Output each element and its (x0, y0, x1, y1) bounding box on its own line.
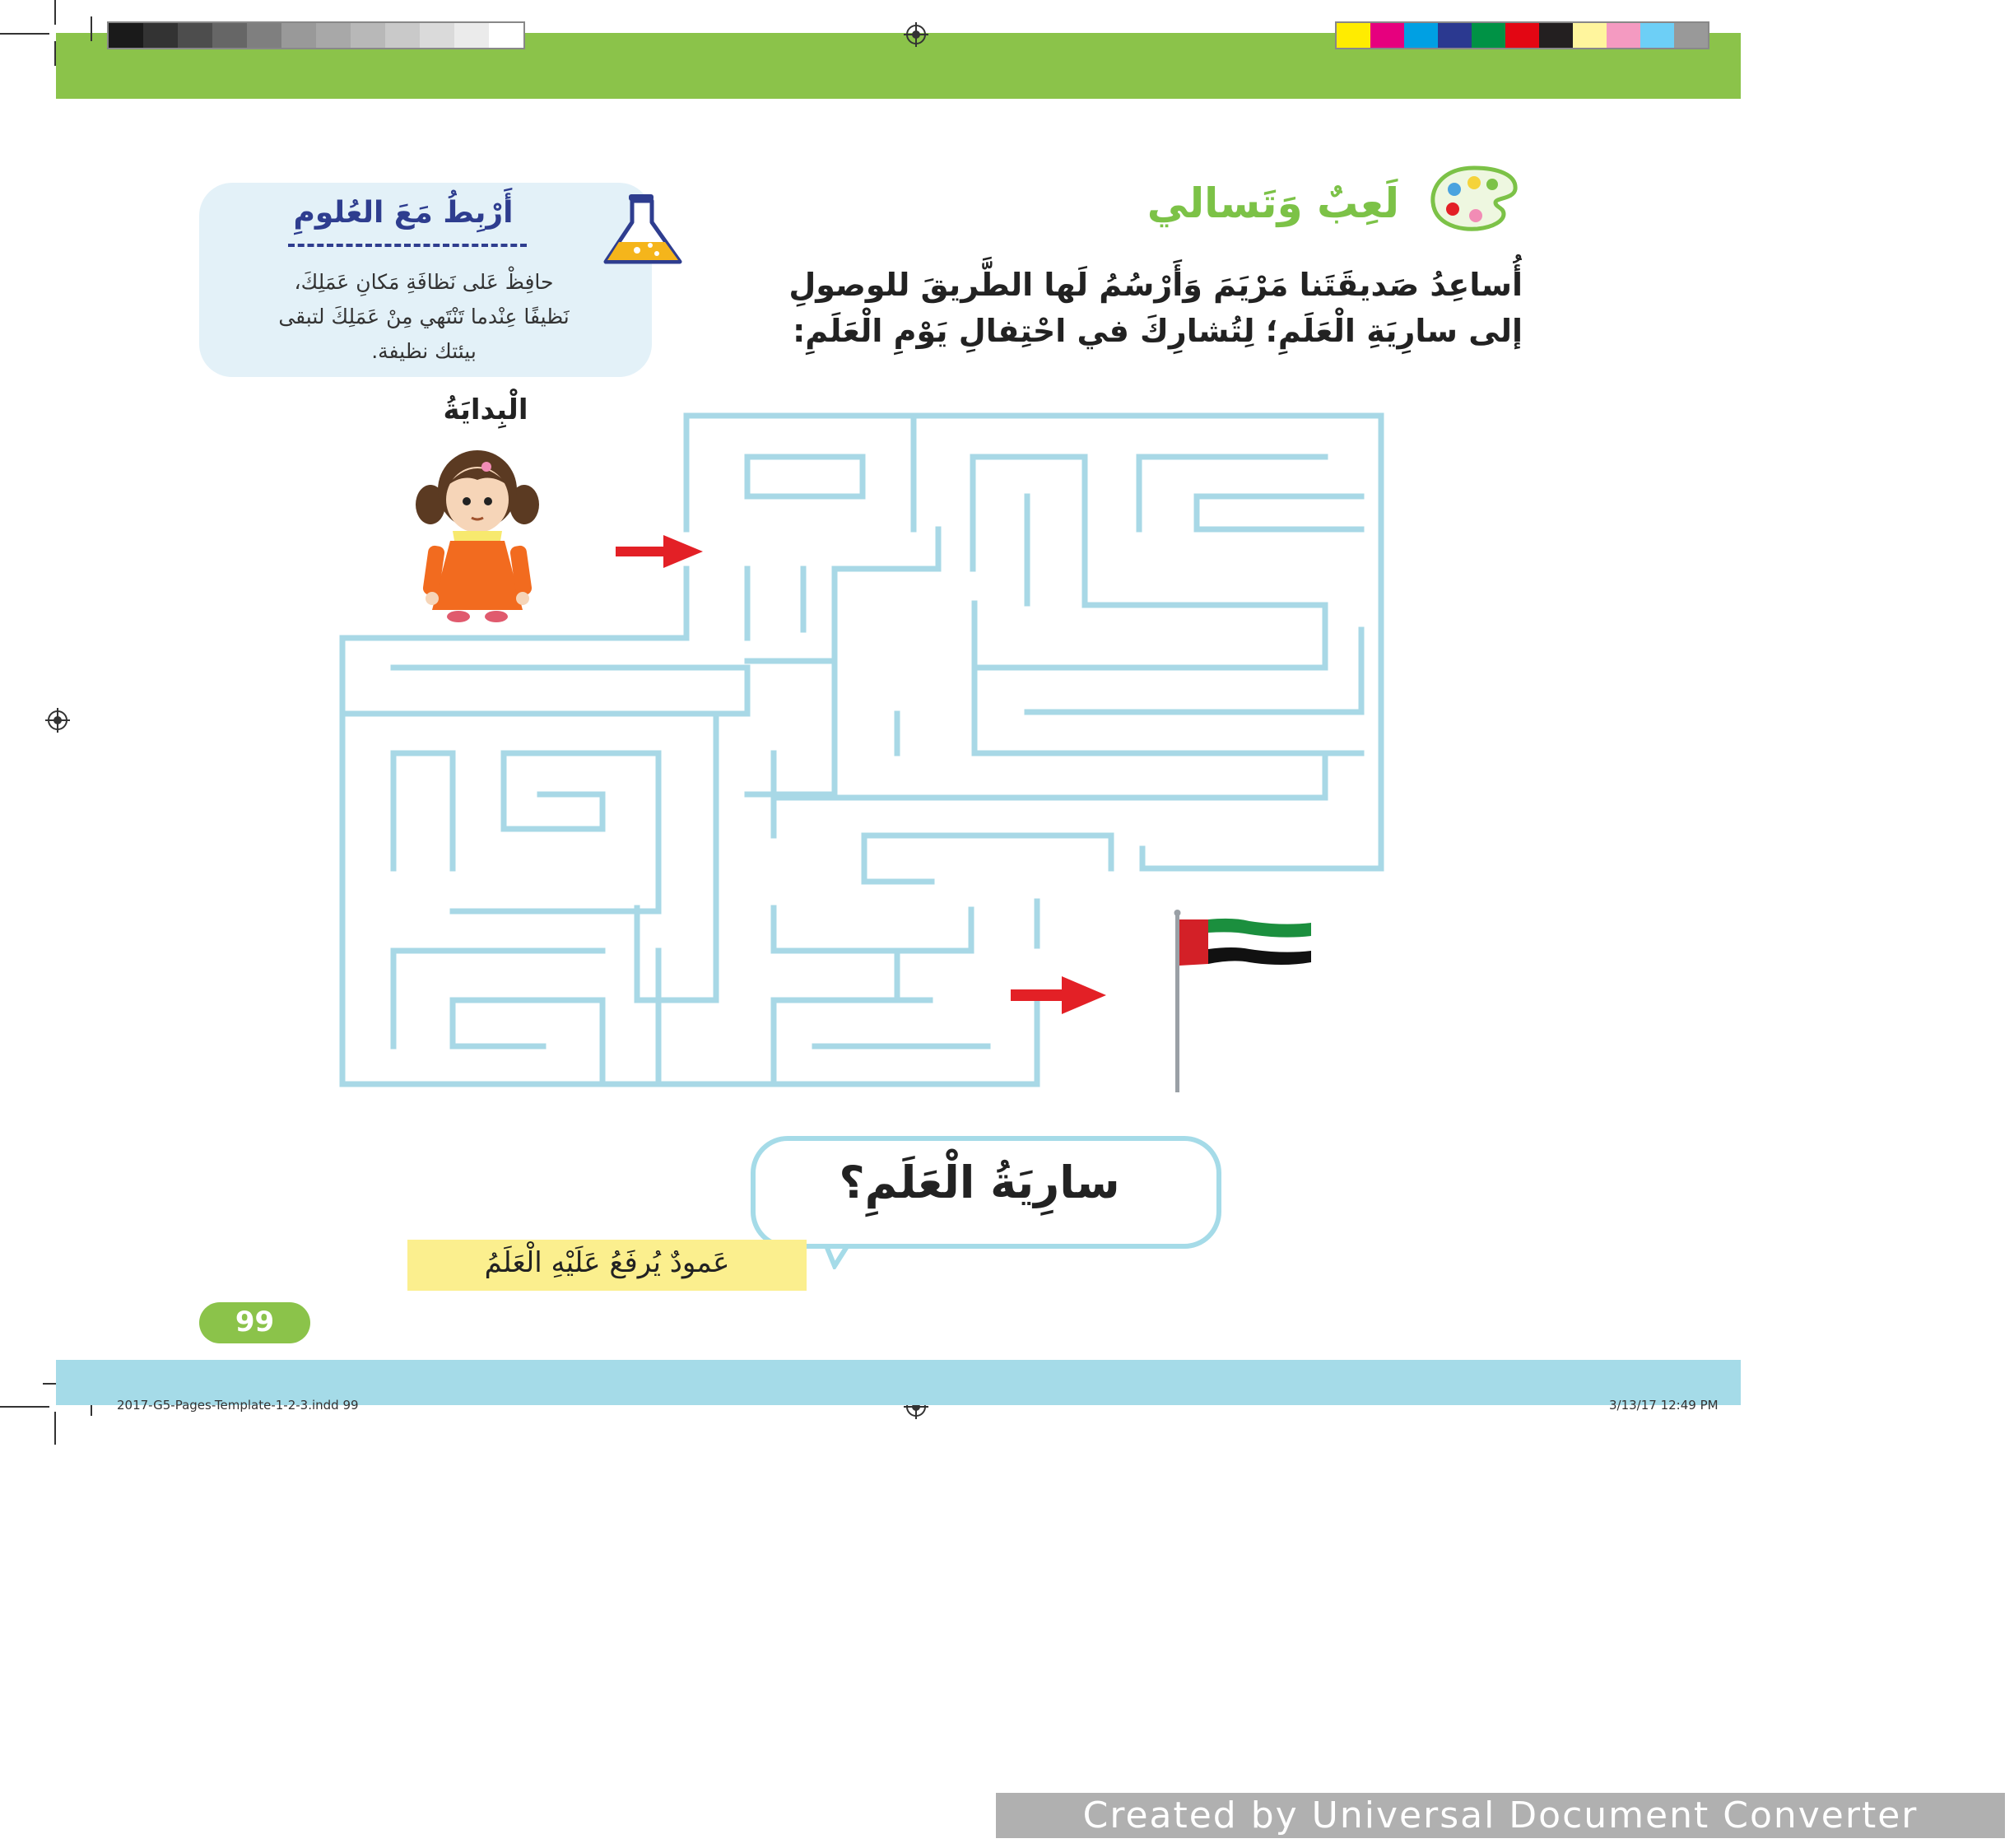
definition-text: عَمودٌ يُرفَعُ عَلَيْهِ الْعَلَمُ (484, 1246, 730, 1279)
instructions-line-1: أُساعِدُ صَديقَتَنا مَرْيَمَ وَأَرْسُمُ لَها الطَّريقَ للوصولِ (788, 267, 1523, 303)
maze-start-label: الْبِدايَةُ (443, 393, 528, 426)
bubble-question: سارِيَةُ الْعَلَمِ؟ (839, 1157, 1120, 1208)
crop-mark (0, 33, 49, 35)
science-title-underline (288, 244, 527, 247)
footer-date-info: 3/13/17 12:49 PM (1609, 1398, 1719, 1413)
crop-mark (54, 0, 56, 25)
page-number: 99 (235, 1306, 275, 1338)
section-title: لَعِبٌ وَتَسالي (1147, 179, 1399, 227)
color-calibration-bar (1335, 21, 1709, 49)
science-line-3: بيئتك نظيفة. (371, 339, 477, 363)
crop-mark (91, 16, 92, 41)
crop-mark (54, 1412, 56, 1445)
science-line-1: حافِظْ عَلى نَظافَةِ مَكانِ عَمَلِكَ، (294, 270, 554, 294)
palette-icon (1428, 165, 1520, 232)
science-box-text (222, 265, 626, 369)
end-arrow-icon (1011, 975, 1109, 1016)
grayscale-calibration-bar (107, 21, 525, 49)
registration-mark-icon (45, 708, 70, 733)
science-line-2: نَظيفًا عِنْدما تَنْتَهي مِنْ عَمَلِكَ لتبقى (278, 305, 570, 328)
science-box-title: أَرْبِطُ مَعَ العُلومِ (293, 196, 514, 230)
start-arrow-icon (616, 533, 706, 570)
footer-file-info: 2017-G5-Pages-Template-1-2-3.indd 99 (117, 1398, 359, 1413)
crop-mark (54, 41, 56, 66)
uae-flag-icon (1167, 910, 1315, 1092)
crop-mark (0, 1406, 49, 1408)
instructions-line-2: إلى سارِيَةِ الْعَلَمِ؛ لِتُشارِكَ في احْتِفالِ يَوْمِ الْعَلَمِ: (793, 313, 1523, 349)
instructions (687, 262, 1523, 354)
registration-mark-icon (904, 22, 928, 47)
flask-icon (599, 191, 690, 269)
converter-watermark: Created by Universal Document Converter (996, 1793, 2005, 1838)
